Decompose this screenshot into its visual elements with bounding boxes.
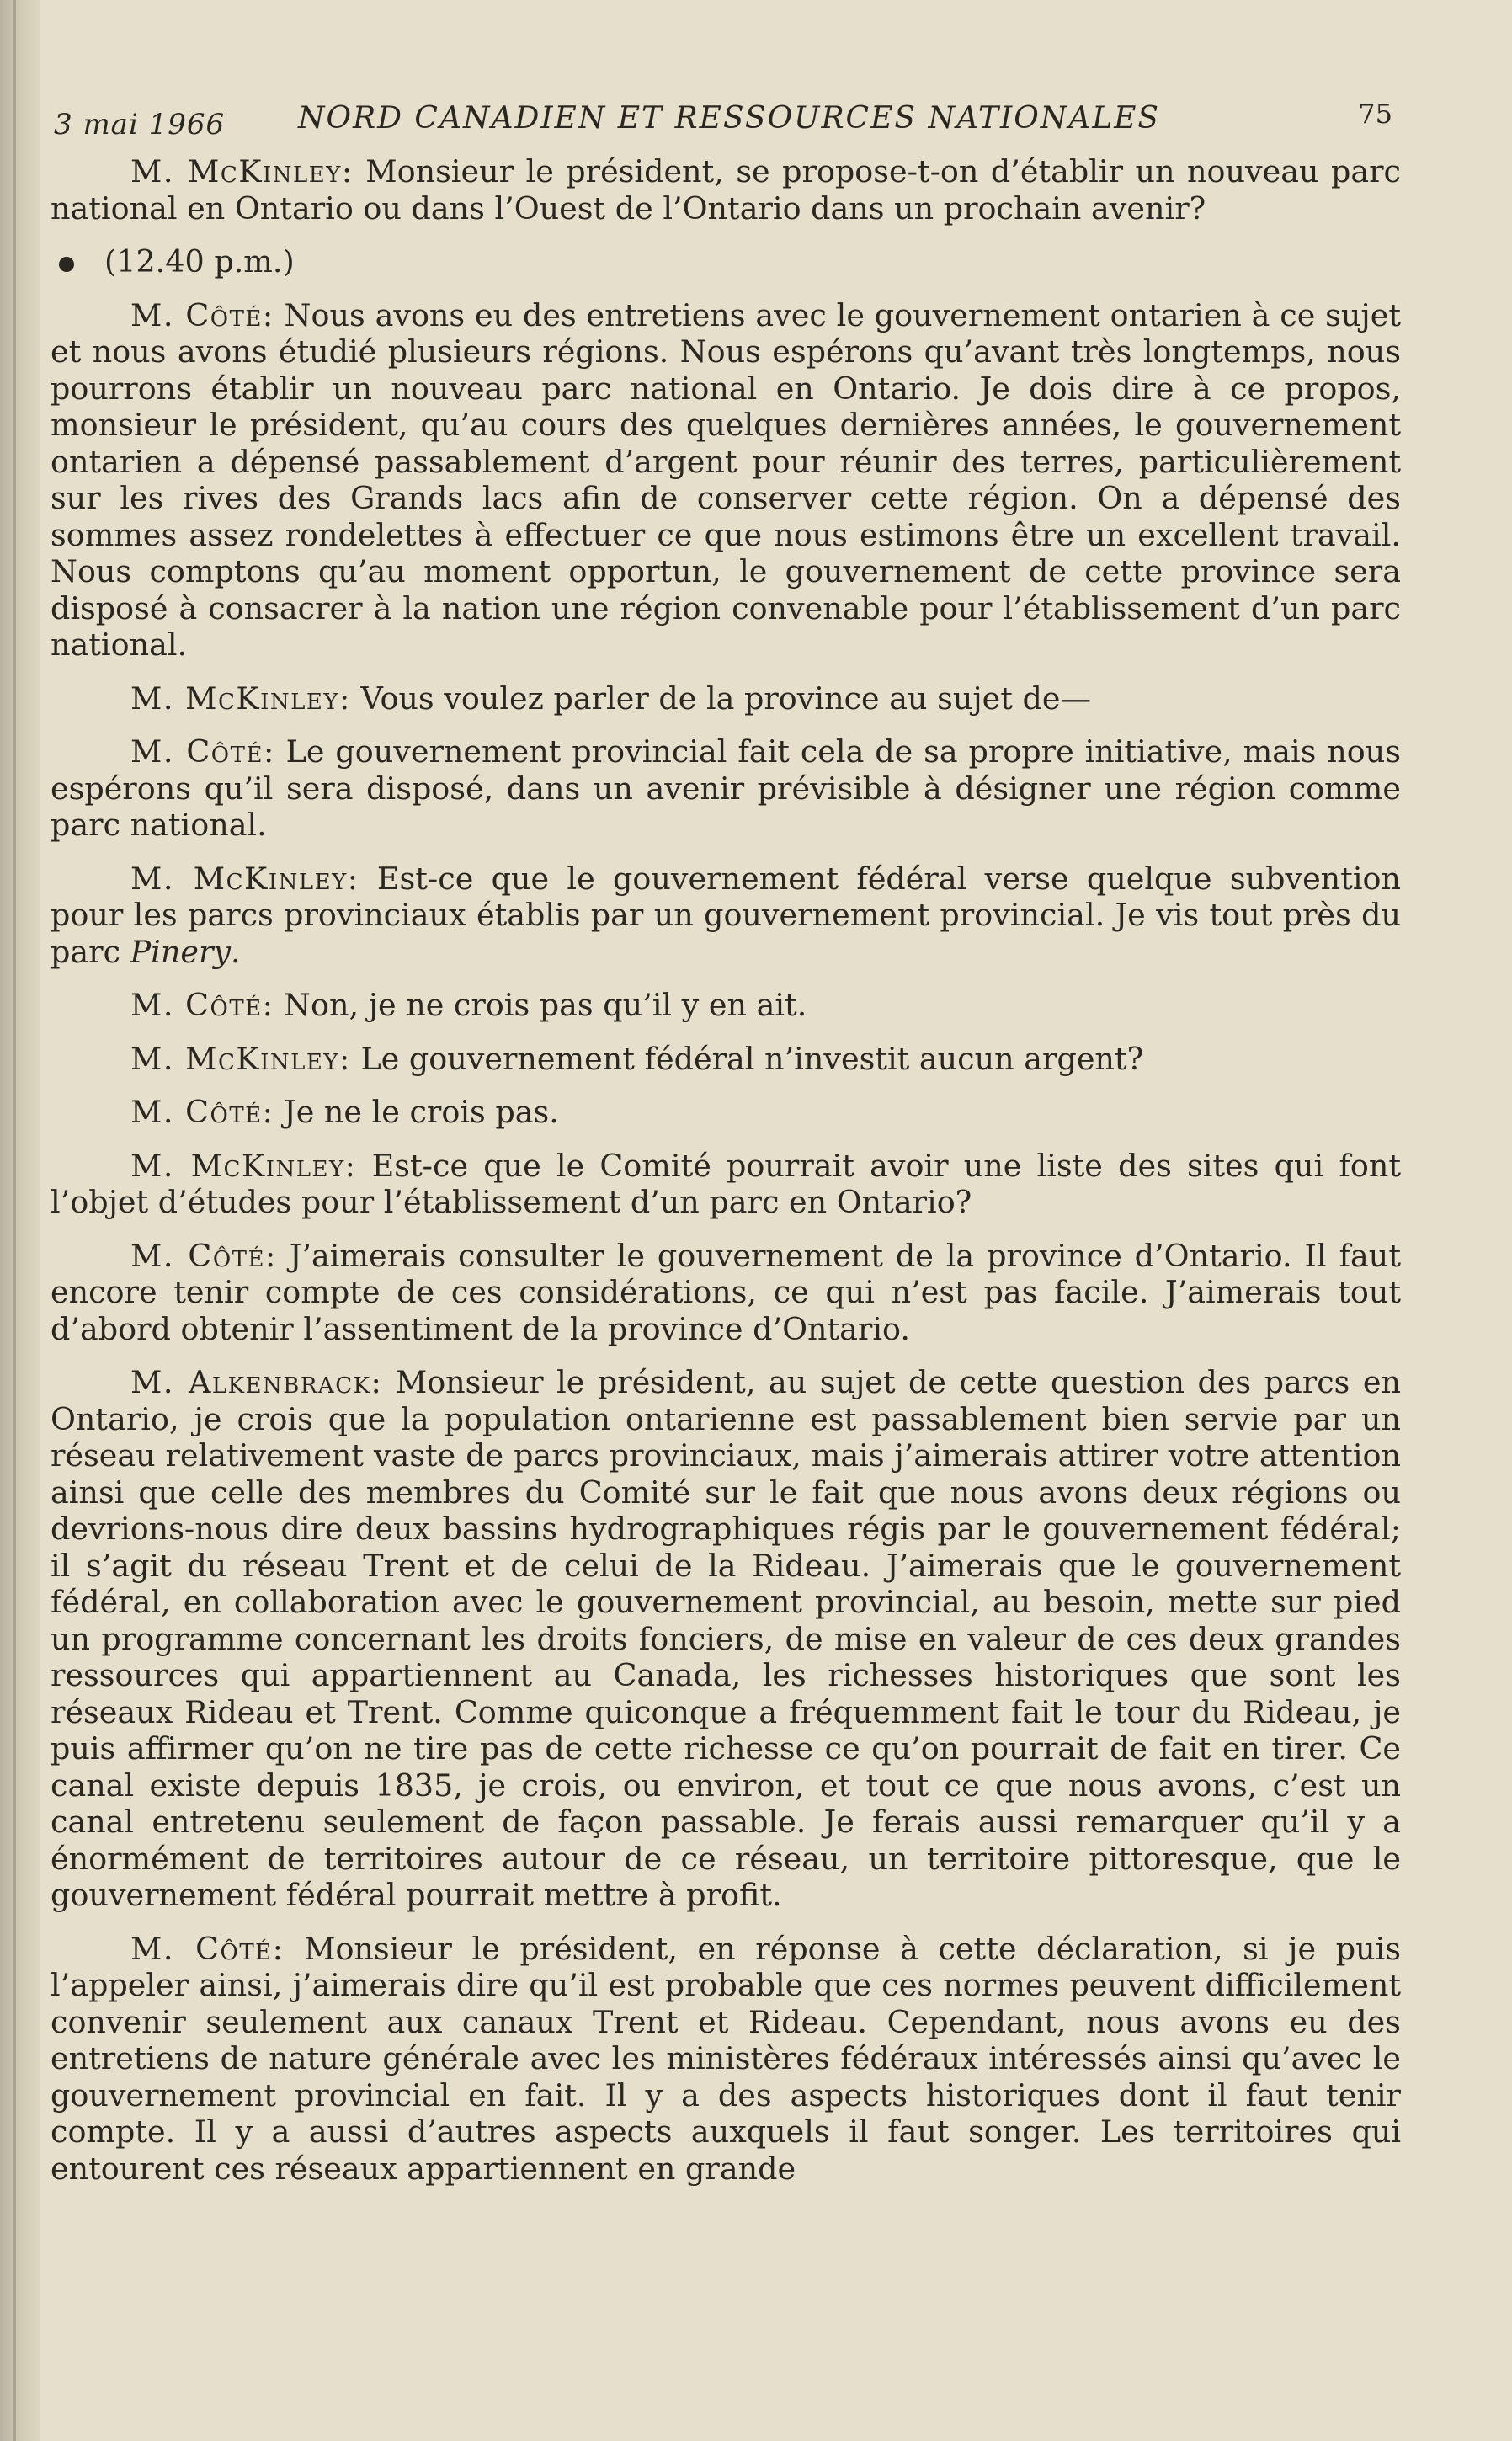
- paragraph-text: Est-ce que le Comité pourrait avoir une liste des sites qui font l’objet d’études pour l’établissement d’un parc en Ontario?: [51, 1147, 1401, 1220]
- bullet-icon: [59, 257, 74, 272]
- speaker-name: M. Côté:: [130, 1237, 277, 1274]
- speaker-name: M. Côté:: [130, 1094, 274, 1130]
- transcript-body: [51, 153, 1406, 2187]
- paragraph: [51, 1041, 1406, 1078]
- paragraph-text: Monsieur le président, en réponse à cette déclaration, si je puis l’appeler ainsi, j’aimerais dire qu’il est probable que ces normes peuvent difficilement convenir seulement aux canaux Trent et Rideau. Cependant, nous avons eu des entretiens de nature générale avec les ministères fédéraux intéressés ainsi qu’avec le gouvernement provincial en fait. Il y a des aspects historiques dont il faut tenir compte. Il y a aussi d’autres aspects auxquels il faut songer. Les territoires qui entourent ces réseaux appartiennent en grande: [51, 1930, 1401, 2187]
- page-binding-edge: [0, 0, 40, 2441]
- paragraph: [51, 153, 1406, 227]
- page-number: 75: [1358, 98, 1392, 130]
- speaker-name: M. Côté:: [130, 987, 274, 1023]
- paragraph: [51, 1094, 1406, 1131]
- paragraph-text: Le gouvernement fédéral n’investit aucun argent?: [350, 1040, 1144, 1077]
- paragraph-text: Est-ce que le gouvernement fédéral verse quelque subvention pour les parcs provinciaux établis par un gouvernement provincial. Je vis tout près du parc: [51, 860, 1402, 970]
- park-name: Pinery: [130, 933, 232, 970]
- paragraph: [51, 1364, 1406, 1914]
- paragraph: [51, 1931, 1406, 2188]
- paragraph-text: Monsieur le président, se propose-t-on d’établir un nouveau parc national en Ontario ou dans l’Ouest de l’Ontario dans un prochain avenir?: [51, 153, 1401, 227]
- paragraph: [51, 1148, 1406, 1221]
- paragraph-text-end: .: [231, 933, 241, 970]
- paragraph: [51, 733, 1406, 844]
- speaker-name: M. Côté:: [130, 1930, 285, 1967]
- paragraph-text: J’aimerais consulter le gouvernement de la province d’Ontario. Il faut encore tenir compte de ces considérations, ce qui n’est pas facile. J’aimerais tout d’abord obtenir l’assentiment de la province d’Ontario.: [51, 1237, 1401, 1347]
- paragraph-text: Le gouvernement provincial fait cela de sa propre initiative, mais nous espérons qu’il sera disposé, dans un avenir prévisible à désigner une région comme parc national.: [51, 733, 1401, 843]
- paragraph: [51, 987, 1406, 1024]
- paragraph-text: Je ne le crois pas.: [274, 1094, 559, 1130]
- paragraph: [51, 861, 1406, 971]
- speaker-name: M. Alkenbrack:: [130, 1364, 383, 1400]
- paragraph-text: Monsieur le président, au sujet de cette question des parcs en Ontario, je crois que la population ontarienne est passablement bien servie par un réseau relativement vaste de parcs provinciaux, mais j’aimerais attirer votre attention ainsi que celle des membres du Comité sur le fait que nous avons deux régions ou devrions-nous dire deux bassins hydrographiques régis par le gouvernement fédéral; il s’agit du réseau Trent et de celui de la Rideau. J’aimerais que le gouvernement fédéral, en collaboration avec le gouvernement provincial, au besoin, mette sur pied un programme concernant les droits fonciers, de mise en valeur de ces deux grandes ressources qui appartiennent au Canada, les richesses historiques que sont les réseaux Rideau et Trent. Comme quiconque a fréquemment fait le tour du Rideau, je puis affirmer qu’on ne tire pas de cette richesse ce qu’on pourrait de fait en tirer. Ce canal existe depuis 1835, je crois, ou environ, et tout ce que nous avons, c’est un canal entretenu seulement de façon passable. Je ferais aussi remarquer qu’il y a énormément de territoires autour de ce réseau, un territoire pittoresque, que le gouvernement fédéral pourrait mettre à profit.: [51, 1364, 1401, 1913]
- running-header: [54, 94, 1392, 153]
- speaker-name: M. McKinley:: [130, 153, 354, 189]
- paragraph-text: Non, je ne crois pas qu’il y en ait.: [274, 987, 807, 1023]
- document-page: [51, 94, 1406, 2204]
- speaker-name: M. McKinley:: [130, 860, 359, 897]
- time-marker: [51, 243, 1406, 280]
- header-title: NORD CANADIEN ET RESSOURCES NATIONALES: [298, 101, 1161, 136]
- speaker-name: M. Côté:: [130, 296, 274, 333]
- paragraph: [51, 1238, 1406, 1348]
- time-text: (12.40 p.m.): [104, 243, 295, 280]
- speaker-name: M. McKinley:: [130, 1147, 357, 1184]
- header-date: 3 mai 1966: [54, 108, 226, 141]
- speaker-name: M. McKinley:: [130, 680, 351, 717]
- speaker-name: M. Côté:: [130, 733, 275, 770]
- paragraph-text: Vous voulez parler de la province au sujet de—: [350, 680, 1091, 717]
- paragraph-text: Nous avons eu des entretiens avec le gouvernement ontarien à ce sujet et nous avons étudié plusieurs régions. Nous espérons qu’avant très longtemps, nous pourrons établir un nouveau parc national en Ontario. Je dois dire à ce propos, monsieur le président, qu’au cours des quelques dernières années, le gouvernement ontarien a dépensé passablement d’argent pour réunir des terres, particulièrement sur les rives des Grands lacs afin de conserver cette région. On a dépensé des sommes assez rondelettes à effectuer ce que nous estimons être un excellent travail. Nous comptons qu’au moment opportun, le gouvernement de cette province sera disposé à consacrer à la nation une région convenable pour l’établissement d’un parc national.: [51, 296, 1401, 663]
- speaker-name: M. McKinley:: [130, 1040, 351, 1077]
- paragraph: [51, 297, 1406, 664]
- paragraph: [51, 680, 1406, 717]
